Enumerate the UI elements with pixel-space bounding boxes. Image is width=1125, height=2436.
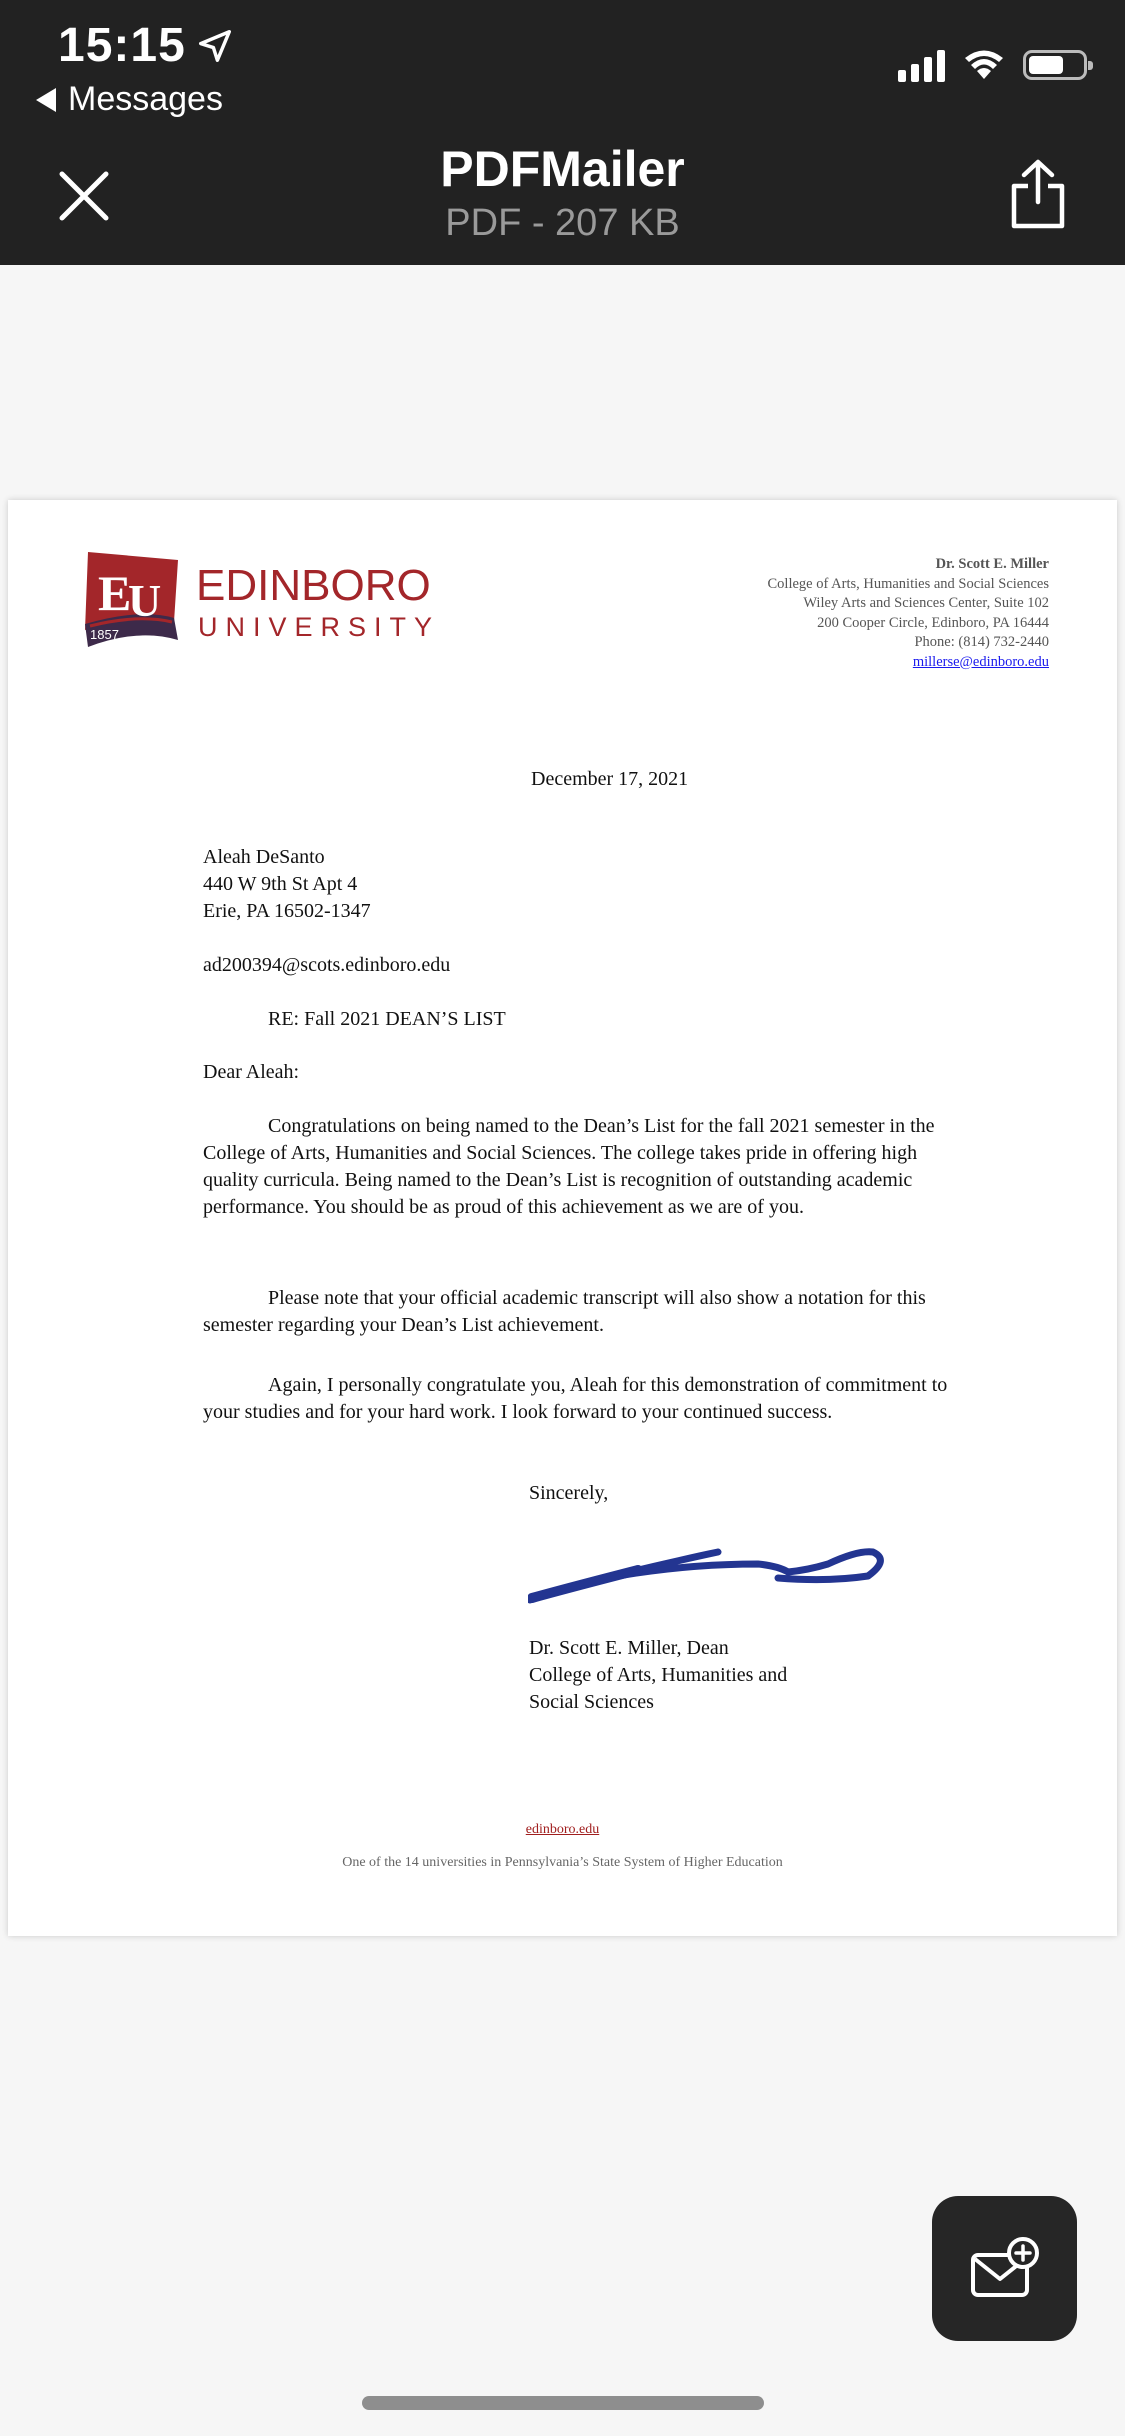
letterhead-email-link[interactable]: millerse@edinboro.edu	[912, 653, 1049, 670]
share-icon[interactable]	[1006, 158, 1070, 230]
status-indicators	[898, 48, 1087, 82]
document-size: PDF - 207 KB	[445, 202, 680, 244]
status-time-text: 15:15	[58, 19, 186, 72]
signature-image	[528, 1530, 888, 1610]
signer-title-line-2: Social Sciences	[529, 1691, 654, 1713]
status-time	[58, 18, 234, 73]
recipient-name: Aleah DeSanto	[203, 846, 325, 868]
footer-note: One of the 14 universities in Pennsylvania’s State System of Higher Education	[342, 1855, 783, 1870]
svg-text:U: U	[128, 575, 162, 626]
back-triangle-icon	[36, 88, 56, 112]
letterhead-address: 200 Cooper Circle, Edinboro, PA 16444	[817, 614, 1049, 631]
closing: Sincerely,	[529, 1482, 609, 1504]
document-header	[0, 140, 1125, 245]
wifi-icon	[963, 49, 1005, 81]
compose-mail-button[interactable]	[932, 2196, 1077, 2341]
signer-title-line-1: College of Arts, Humanities and	[529, 1664, 788, 1686]
svg-text:E: E	[98, 565, 132, 621]
letterhead-name: Dr. Scott E. Miller	[935, 556, 1049, 572]
recipient-city: Erie, PA 16502-1347	[203, 900, 371, 922]
footer-website-link[interactable]: edinboro.edu	[525, 1822, 600, 1837]
body-paragraph-2: Please note that your official academic transcript will also show a notation for this semester regarding your Dean’s List achievement.	[203, 1287, 926, 1336]
salutation: Dear Aleah:	[203, 1061, 300, 1083]
back-app-label: Messages	[68, 80, 223, 118]
mail-add-icon	[969, 2237, 1041, 2301]
back-to-app-link[interactable]	[36, 80, 223, 119]
document-title: PDFMailer	[440, 141, 685, 197]
letterhead-contact	[768, 555, 1049, 672]
subject-line: RE: Fall 2021 DEAN’S LIST	[268, 1008, 506, 1030]
battery-icon	[1023, 50, 1087, 80]
letter-date: December 17, 2021	[531, 768, 689, 790]
recipient-address	[203, 844, 371, 925]
pdf-page[interactable]	[8, 500, 1117, 1936]
letterhead-building: Wiley Arts and Sciences Center, Suite 102	[803, 595, 1049, 611]
home-indicator[interactable]	[362, 2396, 764, 2410]
letterhead-college: College of Arts, Humanities and Social Sciences	[767, 575, 1049, 592]
body-paragraph-3: Again, I personally congratulate you, Aleah for this demonstration of commitment to your studies and for your hard work. I look forward to your continued success.	[203, 1374, 948, 1423]
cellular-signal-icon	[898, 48, 945, 82]
svg-text:1857: 1857	[90, 627, 119, 642]
svg-text:EDINBORO: EDINBORO	[196, 561, 431, 610]
recipient-street: 440 W 9th St Apt 4	[203, 873, 358, 895]
signer-name: Dr. Scott E. Miller, Dean	[529, 1637, 729, 1659]
letterhead-phone: Phone: (814) 732-2440	[914, 634, 1049, 650]
top-bar	[0, 0, 1125, 265]
body-paragraph-1: Congratulations on being named to the Dean’s List for the fall 2021 semester in the College of Arts, Humanities and Social Sciences. The college takes pride in offering high quality curricula. Being named to the Dean’s List is recognition of outstanding academic performance. You should be as proud of this achievement as we are of you.	[203, 1115, 935, 1218]
location-arrow-icon	[196, 27, 234, 65]
signer-block	[529, 1635, 787, 1716]
svg-text:UNIVERSITY: UNIVERSITY	[198, 612, 441, 642]
edinboro-logo	[80, 552, 460, 647]
recipient-email: ad200394@scots.edinboro.edu	[203, 954, 451, 976]
